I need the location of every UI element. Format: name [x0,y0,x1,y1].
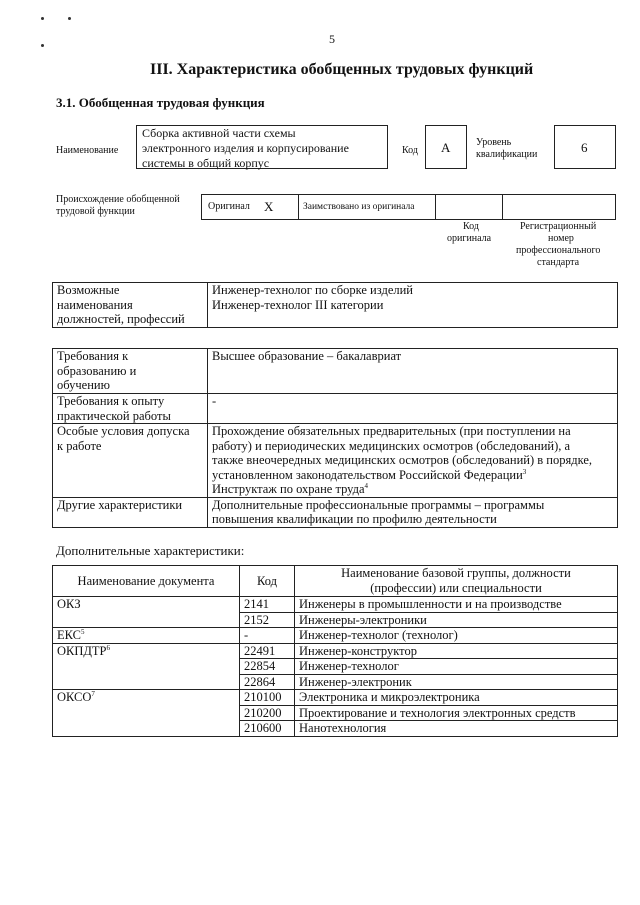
origin-reg-cell [502,194,616,220]
origin-reg-caption: стандарта [537,257,580,268]
footnote-mark: 7 [91,689,95,698]
level-label: Уровень [476,137,512,148]
origin-original-mark: Х [264,199,274,214]
table-header-row [53,566,618,597]
requirement-row [53,424,618,498]
name-cell: Электроника и микроэлектроника [295,690,618,706]
header-doc: Наименование документа [53,566,240,597]
requirement-value: Прохождение обязательных предварительных (при поступлении на работу) и периодических медицинских осмотров (обследований), а также внеочередных медицинских осмотров (обследований) в порядке, установленном законодательством Российской Федерации$^3$ Инструктаж по охране труда$^4$ [208,424,618,498]
scan-dot [41,44,44,47]
name-cell: Инженеры в промышленности и на производстве [295,597,618,613]
code-cell: 2141 [240,597,295,613]
scan-dot [68,17,71,20]
code-cell: 210200 [240,705,295,721]
level-label: квалификации [476,149,538,160]
requirements-table [52,348,618,528]
code-cell: 22854 [240,659,295,675]
requirement-value: Дополнительные профессиональные программы – программы повышения квалификации по профилю деятельности [208,497,618,527]
requirement-row [53,394,618,424]
name-cell: Инженер-электроник [295,674,618,690]
origin-label: трудовой функции [56,206,135,217]
requirement-label: Требования к опыту практической работы [53,394,208,424]
table-row [53,628,618,644]
footnote-mark: 6 [106,643,111,652]
origin-original-label: Оригинал [208,201,250,212]
doc-cell: ОКСО$^7$ [53,690,240,737]
code-cell: 22864 [240,674,295,690]
name-value-line: электронного изделия и корпусирование [142,141,349,155]
code-cell: 210100 [240,690,295,706]
page-number: 5 [329,32,335,46]
requirement-value: Высшее образование – бакалавриат [208,349,618,394]
header-code: Код [240,566,295,597]
origin-reg-caption: Регистрационный [520,221,597,232]
subsection-title: 3.1. Обобщенная трудовая функция [56,95,265,110]
level-value: 6 [581,140,588,155]
table-row [53,597,618,613]
name-cell: Нанотехнология [295,721,618,737]
name-value-line: системы в общий корпус [142,156,270,170]
positions-values: Инженер-технолог по сборке изделий Инженер-технолог III категории [208,283,618,328]
name-cell: Инженер-конструктор [295,643,618,659]
footnote-mark: 4 [364,481,369,490]
name-cell: Проектирование и технология электронных средств [295,705,618,721]
additional-table [52,565,618,737]
requirement-label: Требования к образованию и обучению [53,349,208,394]
origin-code-caption: оригинала [447,233,492,244]
footnote-mark: 5 [81,627,85,636]
code-cell: 22491 [240,643,295,659]
origin-reg-caption: номер [548,233,574,244]
name-cell: Инженер-технолог (технолог) [295,628,618,644]
doc-cell: ЕКС$^5$ [53,628,240,644]
origin-reg-caption: профессионального [516,245,601,256]
name-cell: Инженеры-электроники [295,612,618,628]
code-label: Код [402,145,418,156]
requirement-row [53,497,618,527]
additional-title: Дополнительные характеристики: [56,543,245,558]
origin-borrowed-label: Заимствовано из оригинала [303,202,415,212]
requirement-label: Другие характеристики [53,497,208,527]
origin-code-caption: Код [463,221,479,232]
header-name: Наименование базовой группы, должности (профессии) или специальности [295,566,618,597]
positions-table [52,282,618,328]
table-row [53,643,618,659]
requirement-row [53,349,618,394]
name-value-line: Сборка активной части схемы [142,126,296,140]
section-title: III. Характеристика обобщенных трудовых функций [150,61,534,78]
positions-label: Возможные наименования должностей, профессий [53,283,208,328]
table-row [53,690,618,706]
name-label: Наименование [56,145,119,156]
code-cell: - [240,628,295,644]
code-cell: 2152 [240,612,295,628]
doc-cell: ОКЗ [53,597,240,628]
code-value: А [441,140,451,155]
code-cell: 210600 [240,721,295,737]
requirement-value: - [208,394,618,424]
origin-code-cell [435,194,503,220]
scan-dot [41,17,44,20]
origin-label: Происхождение обобщенной [56,194,180,205]
footnote-mark: 3 [522,467,527,476]
name-cell: Инженер-технолог [295,659,618,675]
doc-cell: ОКПДТР$^6$ [53,643,240,690]
requirement-label: Особые условия допуска к работе [53,424,208,498]
